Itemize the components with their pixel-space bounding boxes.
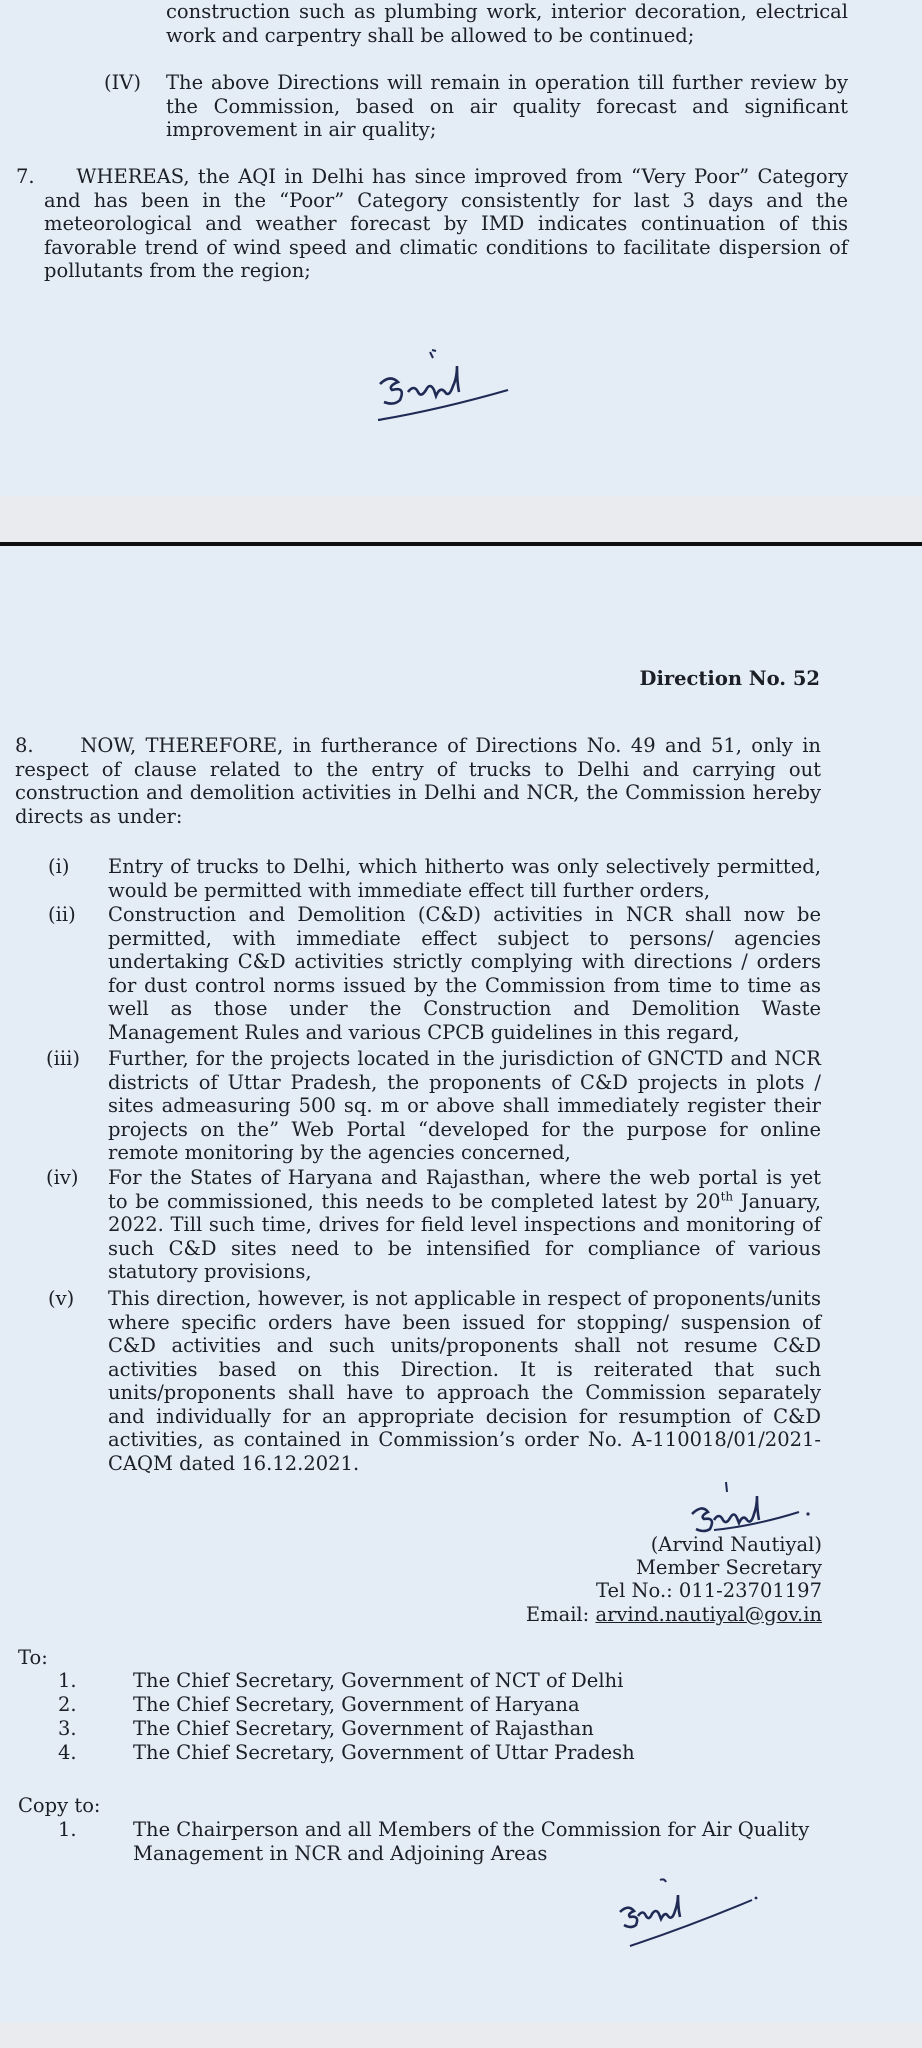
recipient-number: 1.: [58, 1669, 77, 1692]
email-link[interactable]: arvind.nautiyal@gov.in: [595, 1603, 822, 1626]
document-page-2: [0, 546, 922, 2022]
signature-image: [684, 1478, 814, 1538]
item-ii-marker: (ii): [48, 903, 76, 926]
paragraph-7: [16, 165, 848, 283]
recipient-text: The Chief Secretary, Government of NCT of Delhi: [133, 1669, 624, 1692]
item-iv-marker-2: (iv): [46, 1166, 79, 1189]
copy-recipient-number: 1.: [58, 1818, 77, 1841]
paragraph-7-number: 7.: [16, 165, 35, 188]
item-i-text: Entry of trucks to Delhi, which hitherto was only selectively permitted, would be permitted with immediate effect till further orders,: [108, 855, 821, 902]
recipient-text: The Chief Secretary, Government of Haryana: [133, 1693, 580, 1716]
item-v-marker: (v): [48, 1287, 75, 1310]
item-iv-marker: (IV): [104, 71, 142, 94]
recipient-number: 2.: [58, 1693, 77, 1716]
copy-to-label: Copy to:: [18, 1794, 101, 1817]
signature-image: [610, 1876, 760, 1956]
signatory-email-line: Email: arvind.nautiyal@gov.in: [525, 1603, 822, 1626]
copy-recipient-text: The Chairperson and all Members of the Commission for Air Quality Management in NCR and Adjoining Areas: [133, 1818, 810, 1865]
signature-image: [368, 340, 518, 430]
paragraph-7-text: WHEREAS, the AQI in Delhi has since improved from “Very Poor” Category and has been in the “Poor” Category consistently for last 3 days and the meteorological and weather forecast by IMD indicates continuation of this favorable trend of wind speed and climatic conditions to facilitate dispersion of pollutants from the region;: [44, 165, 848, 282]
recipient-text: The Chief Secretary, Government of Rajasthan: [133, 1717, 594, 1740]
paragraph-8-number: 8.: [15, 734, 34, 757]
item-iii-text: Further, for the projects located in the jurisdiction of GNCTD and NCR districts of Uttar Pradesh, the proponents of C&D projects in plots / sites admeasuring 500 sq. m or above shall immediately register their projects on the” Web Portal “developed for the purpose for online remote monitoring by the agencies concerned,: [108, 1047, 821, 1164]
signatory-tel: Tel No.: 011-23701197: [596, 1579, 822, 1602]
paragraph-8-text: NOW, THEREFORE, in furtherance of Directions No. 49 and 51, only in respect of clause related to the entry of trucks to Delhi and carrying out construction and demolition activities in Delhi and NCR, the Commission hereby directs as under:: [15, 734, 821, 828]
recipient-text: The Chief Secretary, Government of Uttar Pradesh: [133, 1741, 635, 1764]
paragraph-8: [15, 734, 821, 828]
item-iii-marker: (iii): [46, 1047, 80, 1070]
direction-heading: Direction No. 52: [639, 667, 820, 690]
item-i-marker: (i): [48, 855, 70, 878]
recipient-number: 3.: [58, 1717, 77, 1740]
recipient-number: 4.: [58, 1741, 77, 1764]
signatory-name: (Arvind Nautiyal): [650, 1533, 822, 1556]
item-ii-text: Construction and Demolition (C&D) activities in NCR shall now be permitted, with immediate effect subject to persons/ agencies undertaking C&D activities strictly complying with directions / orders for dust control norms issued by the Commission from time to time as well as those under the Construction and Demolition Waste Management Rules and various CPCB guidelines in this regard,: [108, 903, 821, 1044]
signatory-designation: Member Secretary: [635, 1556, 822, 1579]
to-label: To:: [18, 1646, 48, 1669]
document-page-1: [0, 0, 922, 496]
item-iv-text: The above Directions will remain in operation till further review by the Commission, based on air quality forecast and significant improvement in air quality;: [166, 71, 848, 141]
item-iv-text-2: For the States of Haryana and Rajasthan, where the web portal is yet to be commissioned, this needs to be completed latest by 20th January, 2022. Till such time, drives for field level inspections and monitoring of such C&D sites need to be intensified for compliance of various statutory provisions,: [108, 1166, 821, 1283]
item-v-text: This direction, however, is not applicable in respect of proponents/units where specific orders have been issued for stopping/ suspension of C&D activities and such units/proponents shall not resume C&D activities based on this Direction. It is reiterated that such units/proponents shall have to approach the Commission separately and individually for an appropriate decision for resumption of C&D activities, as contained in Commission’s order No. A-110018/01/2021-CAQM dated 16.12.2021.: [108, 1287, 821, 1475]
paragraph-continuation: construction such as plumbing work, interior decoration, electrical work and carpentry shall be allowed to be continued;: [166, 0, 848, 47]
